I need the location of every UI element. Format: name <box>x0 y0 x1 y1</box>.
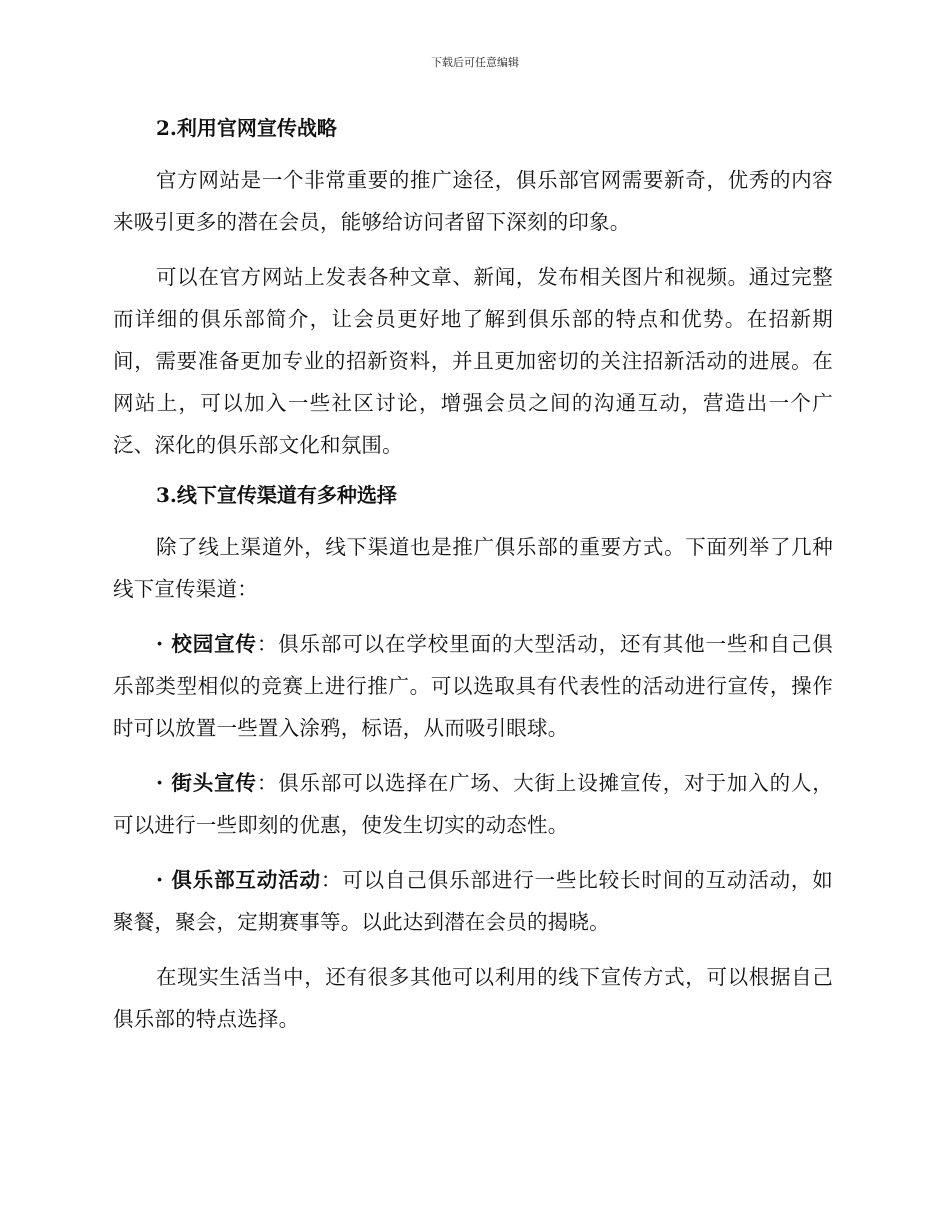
section-3-intro: 除了线上渠道外，线下渠道也是推广俱乐部的重要方式。下面列举了几种线下宣传渠道： <box>113 535 833 601</box>
section-2-paragraph-2: 可以在官方网站上发表各种文章、新闻，发布相关图片和视频。通过完整而详细的俱乐部简介，让会员更好地了解到俱乐部的特点和优势。在招新期间，需要准备更加专业的招新资料，并且更加密切的关注招新活动的进展。在网站上，可以加入一些社区讨论，增强会员之间的沟通互动，营造出一个广泛、深化的俱乐部文化和氛围。 <box>113 265 833 457</box>
document-body <box>113 112 833 1040</box>
section-2-paragraph-1: 官方网站是一个非常重要的推广途径，俱乐部官网需要新奇，优秀的内容来吸引更多的潜在会员，能够给访问者留下深刻的印象。 <box>113 168 833 234</box>
section-2-heading: 2.利用官网宣传战略 <box>156 116 337 140</box>
bullet-street <box>113 762 833 846</box>
bullet-label: · 校园宣传 <box>156 632 257 656</box>
bullet-club-activities <box>113 859 833 943</box>
section-3-closing: 在现实生活当中，还有很多其他可以利用的线下宣传方式，可以根据自己俱乐部的特点选择。 <box>113 965 833 1031</box>
bullet-campus <box>113 623 833 749</box>
page-header: 下载后可任意编辑 <box>431 56 519 69</box>
bullet-text: ：可以自己俱乐部进行一些比较长时间的互动活动，如聚餐，聚会，定期赛事等。以此达到潜在会员的揭晓。 <box>113 868 833 934</box>
section-3-heading: 3.线下宣传渠道有多种选择 <box>156 483 397 507</box>
bullet-label: · 街头宣传 <box>156 771 257 795</box>
bullet-label: · 俱乐部互动活动 <box>156 868 321 892</box>
bullet-text: ：俱乐部可以在学校里面的大型活动，还有其他一些和自己俱乐部类型相似的竞赛上进行推广。可以选取具有代表性的活动进行宣传，操作时可以放置一些置入涂鸦，标语，从而吸引眼球。 <box>113 632 833 740</box>
bullet-text: ：俱乐部可以选择在广场、大街上设摊宣传，对于加入的人，可以进行一些即刻的优惠，使发生切实的动态性。 <box>113 771 833 837</box>
